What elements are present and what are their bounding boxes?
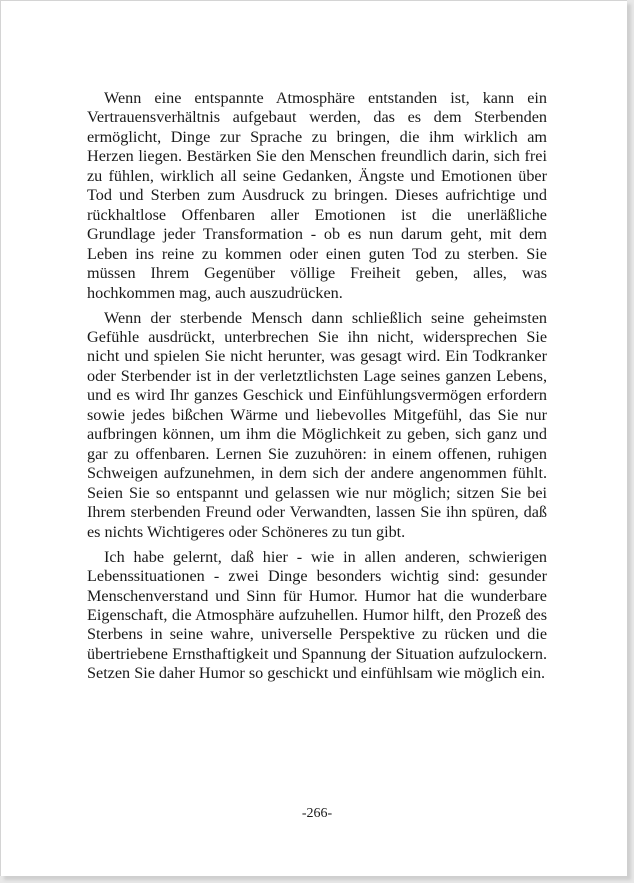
body-text: [87, 89, 547, 689]
paragraph-1: Wenn eine entspannte Atmosphäre entstanden ist, kann ein Vertrauensverhältnis aufgebaut werden, das es dem Sterbenden ermöglicht, Dinge zur Sprache zu bringen, die ihm wirklich am Herzen liegen. Bestärken Sie den Menschen freundlich darin, sich frei zu fühlen, wirklich all seine Gedanken, Ängste und Emotionen über Tod und Sterben zum Ausdruck zu bringen. Dieses aufrichtige und rückhaltlose Offenbaren aller Emotionen ist die unerläßliche Grundlage jeder Transformation - ob es nun darum geht, mit dem Leben ins reine zu kommen oder einen guten Tod zu sterben. Sie müssen Ihrem Gegenüber völlige Freiheit geben, alles, was hochkommen mag, auch auszudrücken.: [87, 89, 547, 302]
paragraph-3: Ich habe gelernt, daß hier - wie in allen anderen, schwierigen Lebenssituationen - zwei Dinge besonders wichtig sind: gesunder Menschenverstand und Sinn für Humor. Humor hat die wunderbare Eigenschaft, die Atmosphäre aufzuhellen. Humor hilft, den Prozeß des Sterbens in seine wahre, universelle Perspektive zu rücken und die übertriebene Ernsthaftigkeit und Spannung der Situation aufzulockern. Setzen Sie daher Humor so geschickt und einfühlsam wie möglich ein.: [87, 547, 547, 683]
paragraph-2: Wenn der sterbende Mensch dann schließlich seine geheimsten Gefühle ausdrückt, unterbrechen Sie ihn nicht, widersprechen Sie nicht und spielen Sie nicht herunter, was gesagt wird. Ein Todkranker oder Sterbender ist in der verletztlichsten Lage seines ganzen Lebens, und es wird Ihr ganzes Geschick und Einfühlungsvermögen erfordern sowie jedes bißchen Wärme und liebevolles Mitgefühl, das Sie nur aufbringen können, um ihm die Möglichkeit zu geben, sich ganz und gar zu offenbaren. Lernen Sie zuzuhören: in einem offenen, ruhigen Schweigen aufzunehmen, in dem sich der andere angenommen fühlt. Seien Sie so entspannt und gelassen wie nur möglich; sitzen Sie bei Ihrem sterbenden Freund oder Verwandten, lassen Sie ihn spüren, daß es nichts Wichtigeres oder Schöneres zu tun gibt.: [87, 308, 547, 541]
page-number: -266-: [301, 806, 333, 821]
